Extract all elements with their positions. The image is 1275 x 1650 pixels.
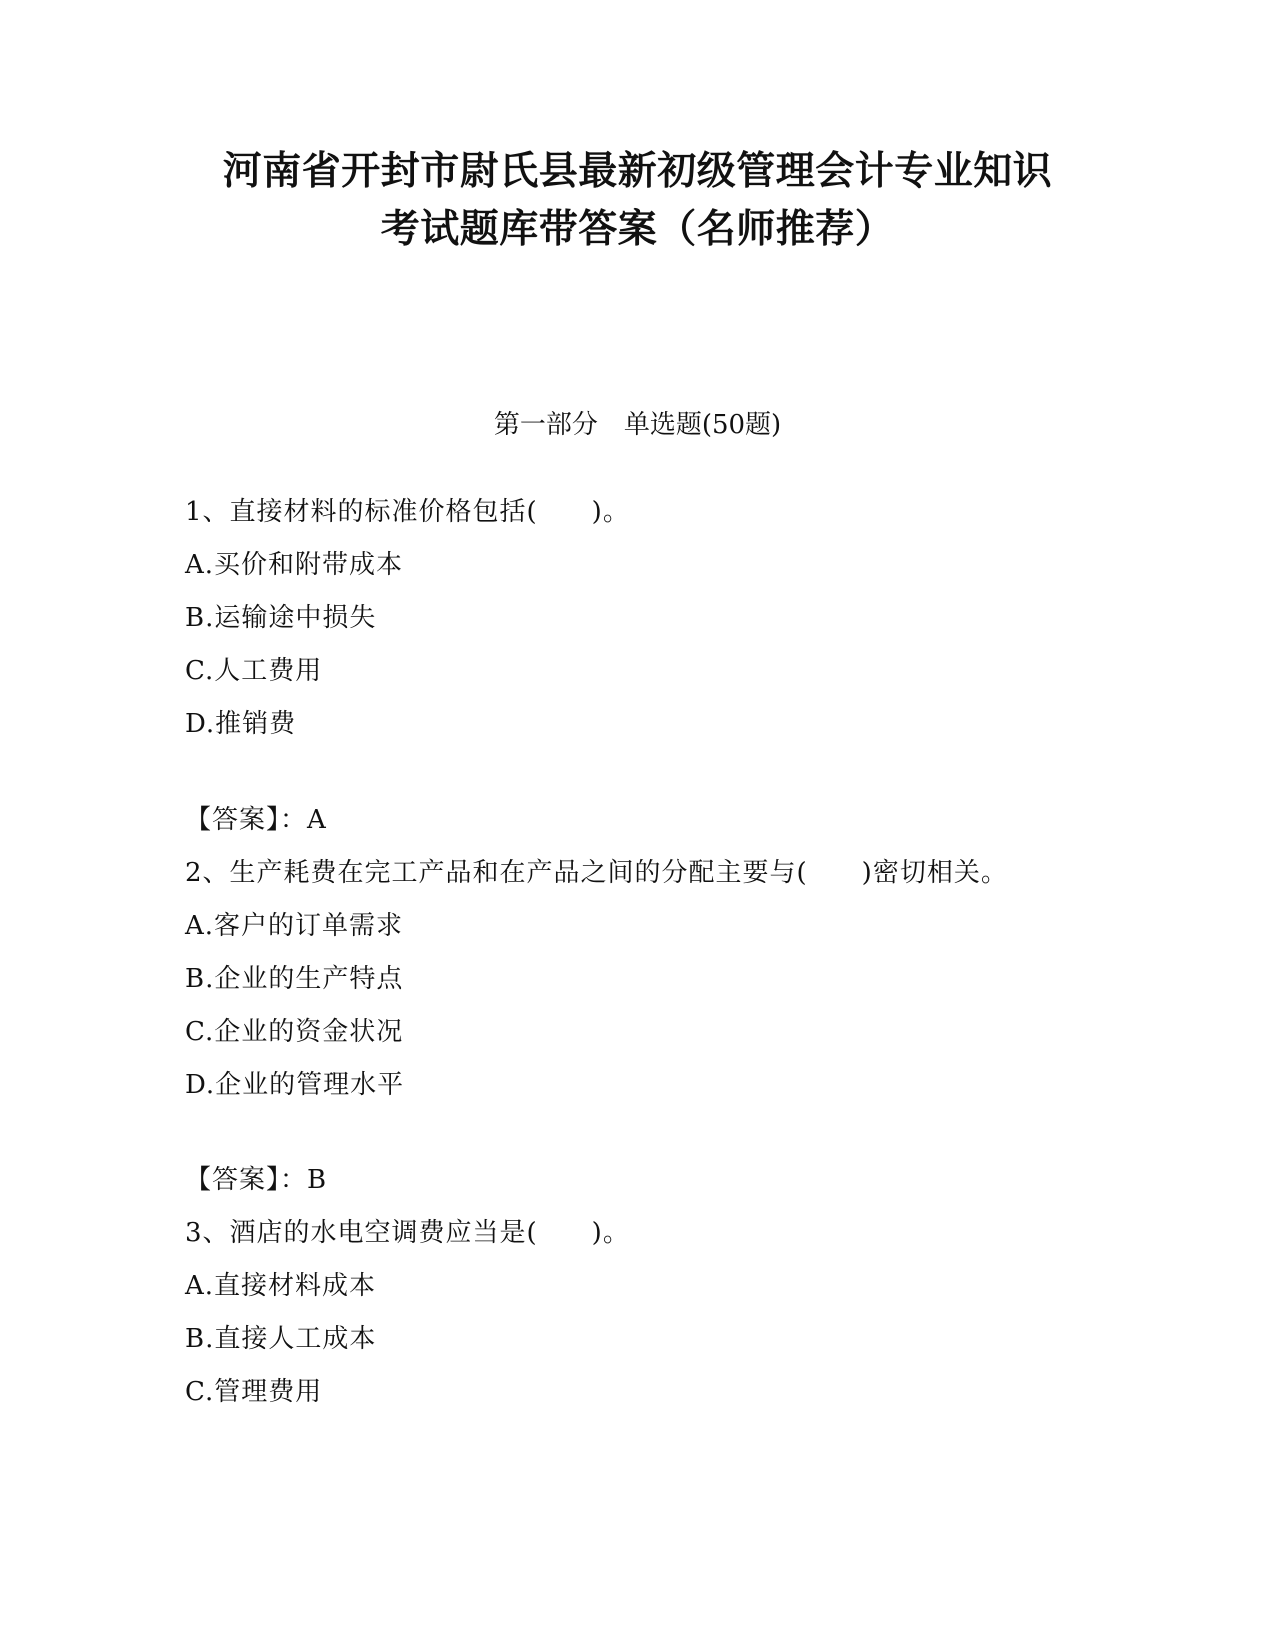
option-a: A.买价和附带成本 [185, 550, 404, 580]
document-title-line-2: 考试题库带答案（名师推荐） [380, 207, 895, 252]
option-b: B.企业的生产特点 [185, 964, 404, 994]
answer-line: 【答案】：B [185, 1165, 328, 1195]
section-heading: 第一部分 单选题(50题) [493, 410, 782, 440]
question-stem: 3、酒店的水电空调费应当是( )。 [185, 1218, 630, 1248]
option-c: C.企业的资金状况 [185, 1017, 404, 1047]
option-b: B.直接人工成本 [185, 1324, 377, 1354]
option-a: A.直接材料成本 [185, 1271, 377, 1301]
question-stem: 2、生产耗费在完工产品和在产品之间的分配主要与( )密切相关。 [185, 858, 1008, 888]
option-d: D.企业的管理水平 [185, 1070, 405, 1100]
option-c: C.管理费用 [185, 1377, 323, 1407]
option-d: D.推销费 [185, 709, 297, 739]
answer-line: 【答案】：A [185, 805, 327, 835]
question-stem: 1、直接材料的标准价格包括( )。 [185, 497, 630, 527]
option-c: C.人工费用 [185, 656, 323, 686]
option-a: A.客户的订单需求 [185, 911, 404, 941]
document-title-line-1: 河南省开封市尉氏县最新初级管理会计专业知识 [222, 149, 1053, 194]
option-b: B.运输途中损失 [185, 603, 377, 633]
